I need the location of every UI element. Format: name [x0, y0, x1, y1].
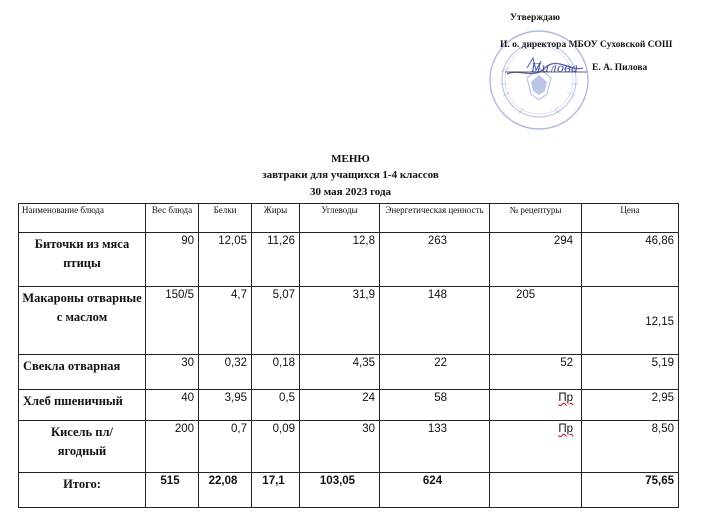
page-title: МЕНЮ: [331, 153, 370, 165]
total-label: Итого:: [19, 473, 146, 508]
recipe-code: Пр: [558, 392, 573, 404]
dish-weight: 150/5: [146, 287, 199, 355]
dish-carbs: 31,9: [300, 287, 380, 355]
header-fat: Жиры: [252, 204, 300, 233]
dish-energy: 148: [380, 287, 490, 355]
dish-protein: 12,05: [199, 233, 252, 287]
dish-carbs: 30: [300, 421, 380, 473]
svg-text:Пилова: Пилова: [531, 61, 579, 75]
dish-fat: 11,26: [252, 233, 300, 287]
dish-carbs: 24: [300, 390, 380, 421]
dish-price: 2,95: [582, 390, 679, 421]
table-row: [19, 287, 679, 355]
header-energy: Энергетическая ценность: [380, 204, 490, 233]
table-row: [19, 355, 679, 390]
dish-recipe: 294: [490, 233, 582, 287]
dish-weight: 200: [146, 421, 199, 473]
dish-protein: 3,95: [199, 390, 252, 421]
total-protein: 22,08: [199, 473, 252, 508]
dish-price: 8,50: [582, 421, 679, 473]
total-price: 75,65: [582, 473, 679, 508]
dish-name: Макароны отварные с маслом: [19, 287, 146, 355]
dish-name: Свекла отварная: [19, 355, 146, 390]
dish-energy: 22: [380, 355, 490, 390]
header-weight: Вес блюда: [146, 204, 199, 233]
total-weight: 515: [146, 473, 199, 508]
total-carbs: 103,05: [300, 473, 380, 508]
dish-fat: 5,07: [252, 287, 300, 355]
page-subtitle: завтраки для учащихся 1-4 классов: [262, 169, 439, 181]
header-carbs: Углеводы: [300, 204, 380, 233]
dish-recipe: 205: [490, 287, 582, 355]
table-row: [19, 233, 679, 287]
official-seal-stamp: [487, 28, 591, 132]
header-price: Цена: [582, 204, 679, 233]
header-recipe: № рецептуры: [490, 204, 582, 233]
table-row: [19, 421, 679, 473]
dish-name-text: Кисель пл/ягодный: [51, 425, 113, 459]
dish-recipe: [490, 421, 582, 473]
dish-recipe: [490, 390, 582, 421]
total-recipe-empty: [490, 473, 582, 508]
dish-name: Хлеб пшеничный: [19, 390, 146, 421]
dish-carbs: 4,35: [300, 355, 380, 390]
approval-heading: Утверждаю: [510, 13, 560, 23]
dish-weight: 90: [146, 233, 199, 287]
dish-fat: 0,18: [252, 355, 300, 390]
dish-energy: 133: [380, 421, 490, 473]
dish-name: Биточки из мяса птицы: [19, 233, 146, 287]
approval-position: И. о. директора МБОУ Суховской СОШ: [500, 40, 673, 50]
dish-protein: 0,32: [199, 355, 252, 390]
dish-weight: 40: [146, 390, 199, 421]
recipe-code: Пр: [558, 423, 573, 435]
dish-fat: 0,09: [252, 421, 300, 473]
dish-name: [19, 421, 146, 473]
dish-fat: 0,5: [252, 390, 300, 421]
header-dish-name: Наименование блюда: [19, 204, 146, 233]
table-row: [19, 390, 679, 421]
dish-price: 5,19: [582, 355, 679, 390]
menu-table: [18, 203, 679, 508]
dish-price: 46,86: [582, 233, 679, 287]
dish-energy: 263: [380, 233, 490, 287]
header-protein: Белки: [199, 204, 252, 233]
approval-director-name: Е. А. Пилова: [592, 63, 648, 73]
table-total-row: [19, 473, 679, 508]
table-header-row: [19, 204, 679, 233]
dish-recipe: 52: [490, 355, 582, 390]
menu-date: 30 мая 2023 года: [309, 186, 392, 198]
dish-weight: 30: [146, 355, 199, 390]
dish-carbs: 12,8: [300, 233, 380, 287]
total-energy: 624: [380, 473, 490, 508]
dish-price: 12,15: [582, 287, 679, 355]
total-fat: 17,1: [252, 473, 300, 508]
dish-energy: 58: [380, 390, 490, 421]
dish-protein: 4,7: [199, 287, 252, 355]
dish-protein: 0,7: [199, 421, 252, 473]
